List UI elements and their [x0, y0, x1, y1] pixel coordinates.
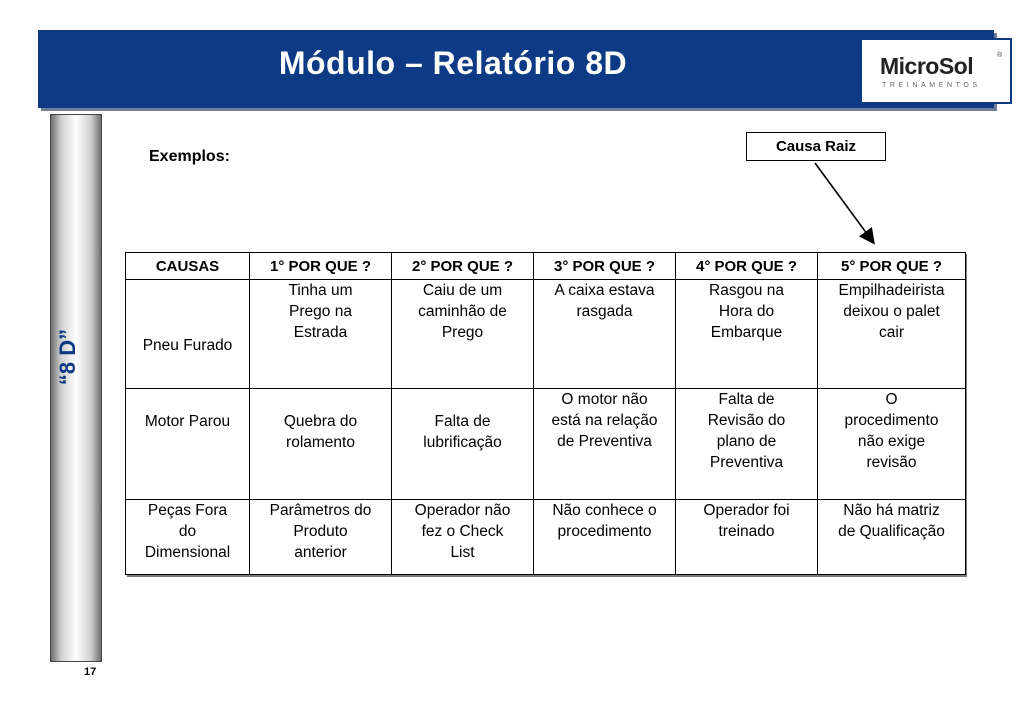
col-header-why-2: 2° POR QUE ? — [392, 253, 534, 280]
table-cell: O procedimento não exige revisão — [818, 389, 966, 500]
table-cell: A caixa estava rasgada — [534, 280, 676, 389]
microsol-logo — [860, 38, 1012, 104]
table-cell: O motor não está na relação de Preventiva — [534, 389, 676, 500]
title-banner — [38, 30, 1003, 108]
table-cell: Rasgou na Hora do Embarque — [676, 280, 818, 389]
col-header-why-1: 1° POR QUE ? — [250, 253, 392, 280]
col-header-causas: CAUSAS — [126, 253, 250, 280]
col-header-why-3: 3° POR QUE ? — [534, 253, 676, 280]
table-header-row — [126, 253, 966, 280]
table-row — [126, 280, 966, 389]
table-cell: Falta de Revisão do plano de Preventiva — [676, 389, 818, 500]
col-header-why-4: 4° POR QUE ? — [676, 253, 818, 280]
table-cell: Pneu Furado — [126, 280, 250, 389]
table-cell: Operador não fez o Check List — [392, 500, 534, 575]
root-cause-callout: Causa Raiz — [746, 132, 886, 161]
table-row — [126, 389, 966, 500]
table-cell: Peças Fora do Dimensional — [126, 500, 250, 575]
page-number: 17 — [84, 666, 97, 678]
table-cell: Parâmetros do Produto anterior — [250, 500, 392, 575]
table-cell: Falta de lubrificação — [392, 389, 534, 500]
table-cell: Não conhece o procedimento — [534, 500, 676, 575]
page-title: Módulo – Relatório 8D — [278, 45, 628, 81]
logo-subtitle: TREINAMENTOS — [882, 82, 981, 89]
table-cell: Tinha um Prego na Estrada — [250, 280, 392, 389]
table-cell: Quebra do rolamento — [250, 389, 392, 500]
col-header-why-5: 5° POR QUE ? — [818, 253, 966, 280]
table-cell: Não há matriz de Qualificação — [818, 500, 966, 575]
table-cell: Motor Parou — [126, 389, 250, 500]
side-label-8d: “8 D” — [55, 328, 80, 386]
table-row — [126, 500, 966, 575]
table-cell: Empilhadeirista deixou o palet cair — [818, 280, 966, 389]
examples-label: Exemplos: — [149, 148, 230, 165]
table-cell: Caiu de um caminhão de Prego — [392, 280, 534, 389]
logo-name: MicroSol — [880, 53, 974, 79]
five-whys-table — [125, 252, 965, 575]
logo-registered-mark: ® — [997, 52, 1003, 59]
table-cell: Operador foi treinado — [676, 500, 818, 575]
causes-table — [125, 252, 966, 575]
